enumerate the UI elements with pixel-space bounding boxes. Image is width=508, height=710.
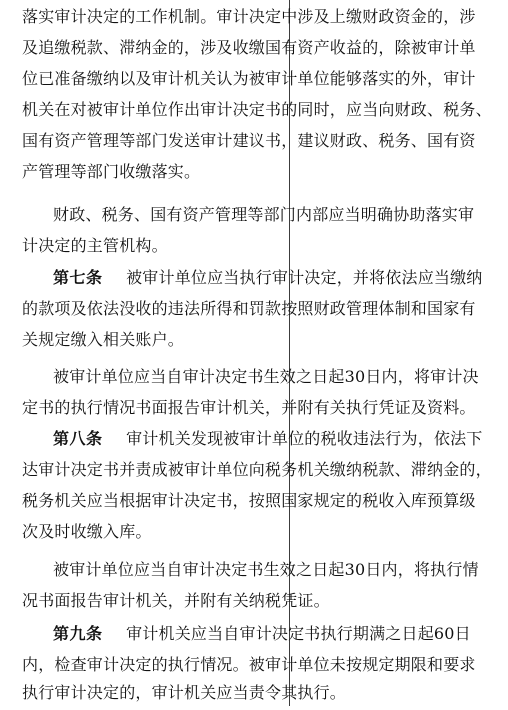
article-7-text: 被审计单位应当执行审计决定，并将依法应当缴纳: [126, 268, 483, 287]
text-line-10: 的款项及依法没收的违法所得和罚款按照财政管理体制和国家有: [22, 299, 476, 318]
text-line-6: 产管理等部门收缴落实。: [22, 162, 201, 181]
text-line-4: 机关在对被审计单位作出审计决定书的同时，应当向财政、税务、: [22, 100, 492, 119]
text-line-12: 被审计单位应当自审计决定书生效之日起30日内，将审计决: [53, 367, 479, 386]
text-line-15: 达审计决定书并责成被审计单位向税务机关缴纳税款、滞纳金的，: [22, 460, 492, 479]
text-line-11: 关规定缴入相关账户。: [22, 330, 185, 349]
text-line-5: 国有资产管理等部门发送审计建议书，建议财政、税务、国有资: [22, 131, 476, 150]
text-line-18: 被审计单位应当自审计决定书生效之日起30日内，将执行情: [53, 560, 479, 579]
article-8-label: 第八条: [53, 429, 103, 448]
text-line-22: 执行审计决定的，审计机关应当责令其执行。: [22, 683, 347, 702]
article-8-text: 审计机关发现被审计单位的税收违法行为，依法下: [126, 429, 483, 448]
text-line-8: 计决定的主管机构。: [22, 236, 168, 255]
text-line-1: 落实审计决定的工作机制。审计决定中涉及上缴财政资金的，涉: [22, 7, 476, 26]
article-8-line: [53, 422, 483, 456]
text-line-17: 次及时收缴入库。: [22, 522, 152, 541]
article-7-label: 第七条: [53, 268, 103, 287]
text-line-3: 位已准备缴纳以及审计机关认为被审计单位能够落实的外，审计: [22, 69, 476, 88]
text-line-21: 内，检查审计决定的执行情况。被审计单位未按规定期限和要求: [22, 655, 476, 674]
text-line-7: 财政、税务、国有资产管理等部门内部应当明确协助落实审: [53, 205, 475, 224]
article-9-label: 第九条: [53, 624, 103, 643]
text-line-2: 及追缴税款、滞纳金的，涉及收缴国有资产收益的，除被审计单: [22, 38, 476, 57]
text-line-16: 税务机关应当根据审计决定书，按照国家规定的税收入库预算级: [22, 491, 476, 510]
text-line-13: 定书的执行情况书面报告审计机关，并附有关执行凭证及资料。: [22, 398, 476, 417]
article-9-text: 审计机关应当自审计决定书执行期满之日起60日: [126, 624, 471, 643]
text-line-19: 况书面报告审计机关，并附有关纳税凭证。: [22, 591, 330, 610]
article-9-line: [53, 617, 471, 651]
article-7-line: [53, 261, 483, 295]
